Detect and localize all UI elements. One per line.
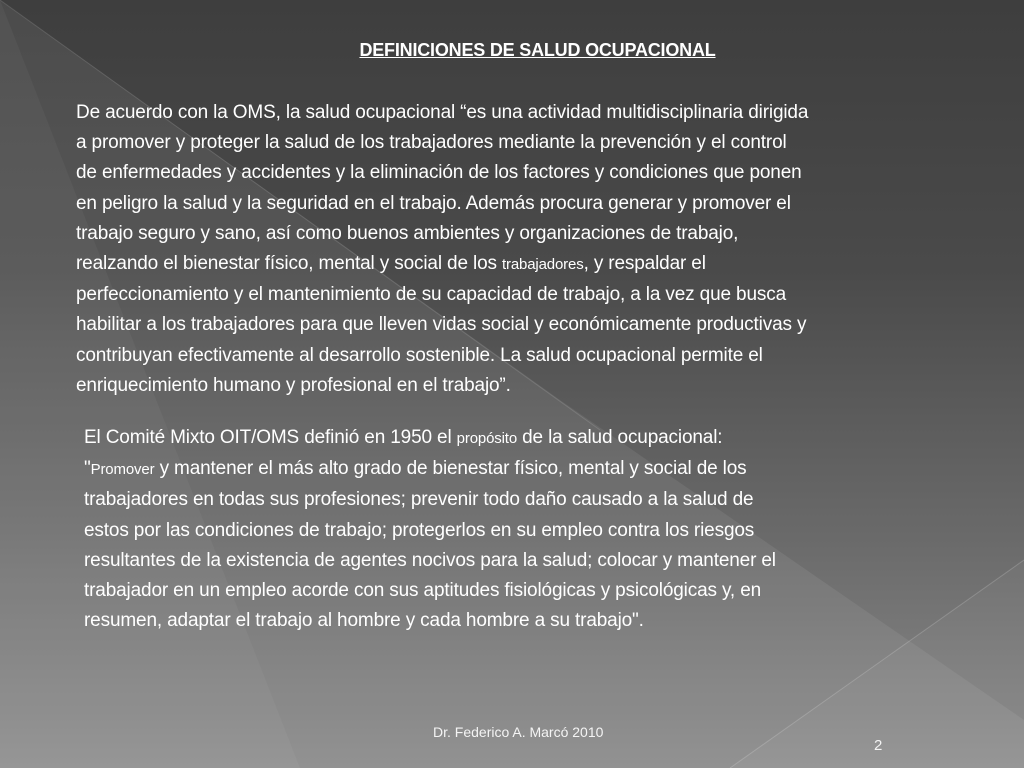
- text-line: [84, 454, 776, 485]
- paragraph-oit-oms-purpose: [84, 423, 776, 636]
- text-segment: resultantes de la existencia de agentes nocivos para la salud; colocar y mantener el: [84, 549, 776, 571]
- text-segment: a promover y proteger la salud de los trabajadores mediante la prevención y el control: [76, 132, 787, 154]
- text-segment: ": [84, 458, 91, 480]
- text-segment: estos por las condiciones de trabajo; protegerlos en su empleo contra los riesgos: [84, 519, 755, 541]
- paragraph-oms-definition: [76, 98, 808, 401]
- text-line: [76, 310, 808, 340]
- text-segment: propósito: [456, 430, 518, 447]
- text-segment: trabajadores en todas sus profesiones; prevenir todo daño causado a la salud de: [84, 489, 754, 511]
- text-segment: , y respaldar el: [583, 253, 706, 275]
- text-line: [84, 576, 776, 606]
- text-line: [84, 546, 776, 576]
- text-line: [76, 280, 808, 310]
- text-segment: de enfermedades y accidentes y la eliminación de los factores y condiciones que ponen: [76, 162, 802, 184]
- text-segment: trabajo seguro y sano, así como buenos ambientes y organizaciones de trabajo,: [76, 222, 739, 244]
- text-segment: realzando el bienestar físico, mental y social de los: [76, 253, 502, 275]
- text-segment: en peligro la salud y la seguridad en el trabajo. Además procura generar y promover el: [76, 192, 791, 214]
- text-line: [76, 128, 808, 158]
- text-segment: Promover: [90, 461, 155, 479]
- text-line: [76, 371, 808, 401]
- text-segment: de la salud ocupacional:: [517, 427, 723, 448]
- text-line: [84, 423, 776, 454]
- footer-author: Dr. Federico A. Marcó 2010: [433, 724, 604, 740]
- text-line: [84, 516, 776, 546]
- text-line: [76, 189, 808, 219]
- text-line: [76, 158, 808, 188]
- text-segment: trabajadores: [501, 256, 584, 274]
- text-segment: resumen, adaptar el trabajo al hombre y cada hombre a su trabajo".: [84, 610, 644, 632]
- text-line: [76, 249, 808, 280]
- text-segment: habilitar a los trabajadores para que lleven vidas social y económicamente productivas y: [76, 314, 807, 336]
- text-line: [76, 219, 808, 249]
- slide-title: DEFINICIONES DE SALUD OCUPACIONAL: [359, 40, 716, 60]
- text-line: [76, 341, 808, 371]
- text-line: [84, 606, 776, 636]
- text-segment: enriquecimiento humano y profesional en el trabajo”.: [76, 374, 511, 396]
- text-segment: contribuyan efectivamente al desarrollo sostenible. La salud ocupacional permite el: [76, 344, 763, 366]
- page-number: 2: [874, 737, 883, 754]
- text-line: [76, 98, 808, 128]
- text-segment: De acuerdo con la OMS, la salud ocupacional “es una actividad multidisciplinaria dirigida: [76, 102, 809, 123]
- text-segment: trabajador en un empleo acorde con sus aptitudes fisiológicas y psicológicas y, en: [84, 580, 762, 602]
- text-segment: y mantener el más alto grado de bienestar físico, mental y social de los: [154, 458, 747, 480]
- text-segment: perfeccionamiento y el mantenimiento de su capacidad de trabajo, a la vez que busca: [76, 284, 786, 306]
- text-segment: El Comité Mixto OIT/OMS definió en 1950 el: [84, 427, 457, 448]
- text-line: [84, 485, 776, 515]
